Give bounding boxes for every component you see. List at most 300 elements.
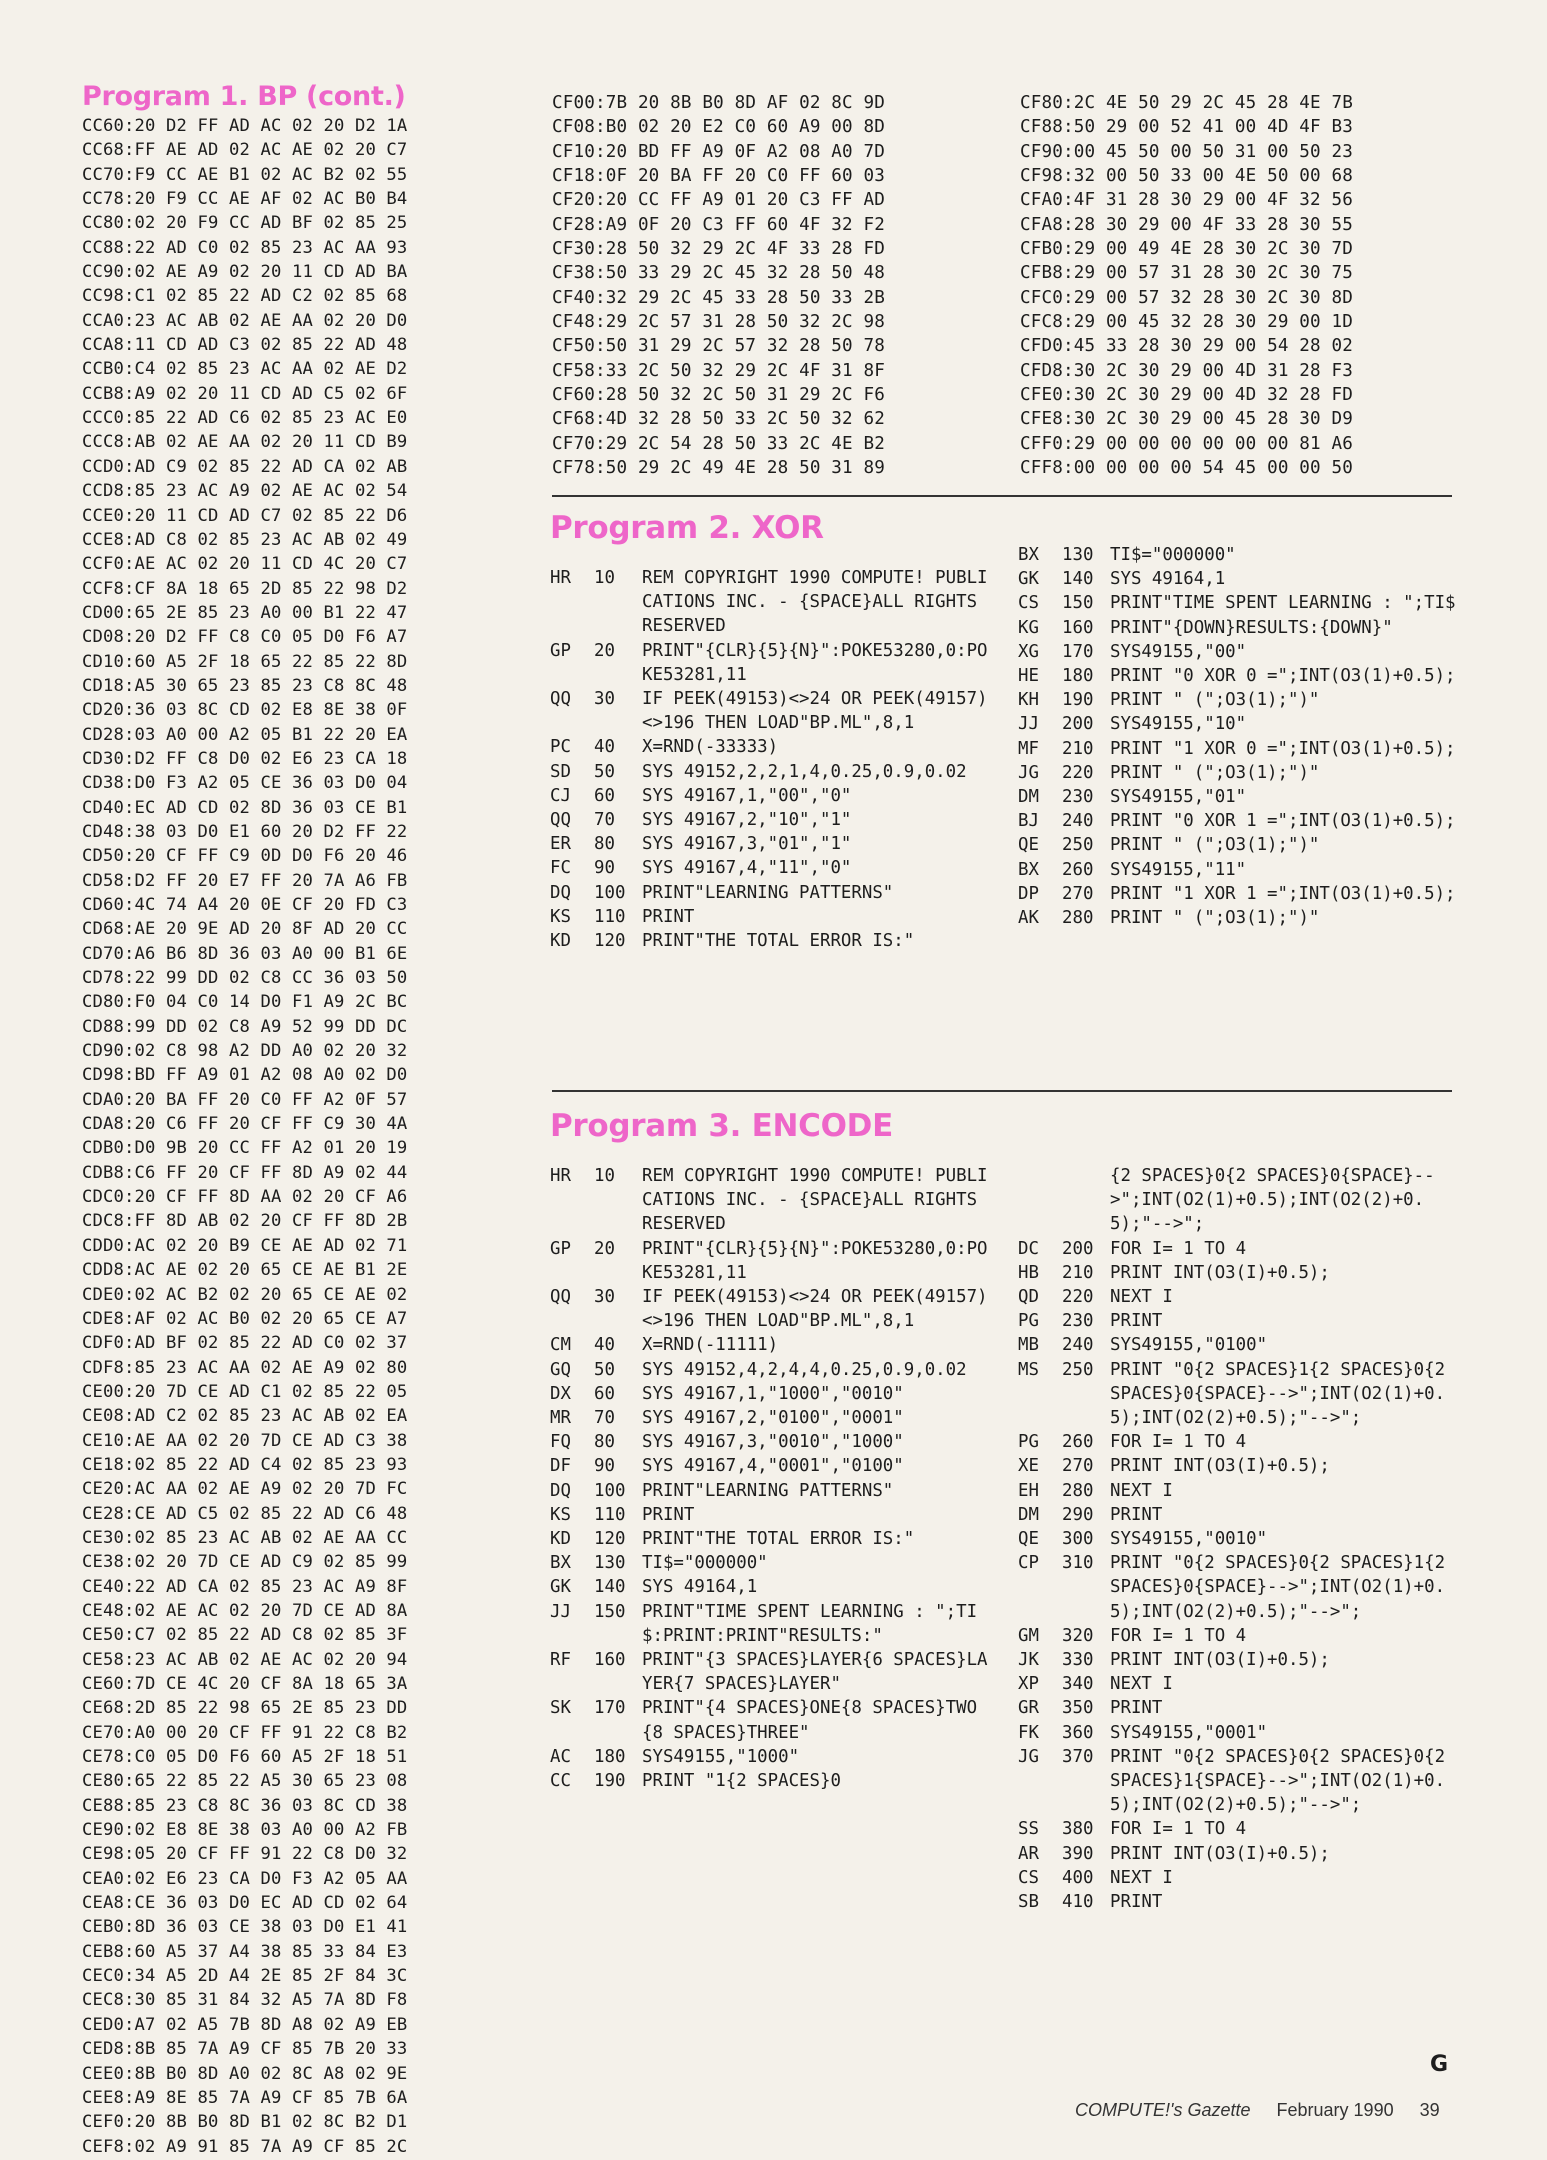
basic-statement: SYS49155,"0010" [1110, 1529, 1268, 1550]
listing-line [1018, 1164, 1458, 1237]
hex-line: CD48:38 03 D0 E1 60 20 D2 FF 22 [82, 821, 408, 842]
hex-line: CF38:50 33 29 2C 45 32 28 50 48 [552, 263, 886, 284]
program2-listing-right [1018, 543, 1458, 930]
hex-line: CEB8:60 A5 37 A4 38 85 33 84 E3 [82, 1941, 408, 1962]
basic-statement: NEXT I [1110, 1480, 1173, 1501]
hex-line: CCD8:85 23 AC A9 02 AE AC 02 54 [82, 481, 408, 502]
listing-line [1018, 761, 1458, 785]
checksum-code: GM [1018, 1625, 1039, 1646]
hex-line: CEC8:30 85 31 84 32 A5 7A 8D F8 [82, 1990, 408, 2011]
basic-statement: PRINT "1{2 SPACES}0 [642, 1771, 841, 1792]
basic-statement: NEXT I [1110, 1287, 1173, 1308]
hex-line: CDB0:D0 9B 20 CC FF A2 01 20 19 [82, 1138, 408, 1159]
checksum-code: SB [1018, 1892, 1039, 1913]
hex-line: CD60:4C 74 A4 20 0E CF 20 FD C3 [82, 895, 408, 915]
line-number: 230 [1062, 1311, 1094, 1332]
line-number: 80 [594, 834, 615, 855]
hex-line: CCB8:A9 02 20 11 CD AD C5 02 6F [82, 383, 408, 404]
hex-line: CE50:C7 02 85 22 AD C8 02 85 3F [82, 1625, 408, 1646]
basic-statement: PRINT [1110, 1311, 1163, 1332]
basic-statement: NEXT I [1110, 1867, 1173, 1888]
basic-statement: {2 SPACES}0{2 SPACES}0{SPACE}-->";INT(O2(1)+0.5);INT(O2(2)+0.5);"-->"; [1110, 1166, 1435, 1235]
checksum-code: DQ [550, 882, 571, 903]
hex-line: CD68:AE 20 9E AD 20 8F AD 20 CC [82, 919, 408, 940]
line-number: 410 [1062, 1892, 1094, 1913]
basic-statement: FOR I= 1 TO 4 [1110, 1432, 1247, 1453]
hex-line: CE78:C0 05 D0 F6 60 A5 2F 18 51 [82, 1747, 408, 1768]
checksum-code: QQ [550, 810, 571, 831]
listing-line [550, 929, 990, 953]
basic-statement: SYS 49152,4,2,4,4,0.25,0.9,0.02 [642, 1359, 967, 1380]
listing-line [550, 1648, 990, 1696]
listing-line [550, 1430, 990, 1454]
line-number: 60 [594, 785, 615, 806]
listing-line [1018, 1333, 1458, 1357]
line-number: 180 [594, 1746, 626, 1767]
checksum-code: QD [1018, 1287, 1039, 1308]
basic-statement: IF PEEK(49153)<>24 OR PEEK(49157)<>196 THEN LOAD"BP.ML",8,1 [642, 689, 988, 734]
basic-statement: PRINT"THE TOTAL ERROR IS:" [642, 1529, 915, 1550]
listing-line [1018, 664, 1458, 688]
listing-line [1018, 1624, 1458, 1648]
hex-line: CF10:20 BD FF A9 0F A2 08 A0 7D [552, 141, 886, 162]
hex-line: CF90:00 45 50 00 50 31 00 50 23 [1020, 141, 1354, 162]
listing-line [550, 566, 990, 639]
hex-line: CDA8:20 C6 FF 20 CF FF C9 30 4A [82, 1114, 408, 1135]
hex-line: CD00:65 2E 85 23 A0 00 B1 22 47 [82, 602, 408, 623]
hex-line: CCA8:11 CD AD C3 02 85 22 AD 48 [82, 335, 408, 356]
hex-line: CED0:A7 02 A5 7B 8D A8 02 A9 EB [82, 2014, 408, 2035]
checksum-code: EH [1018, 1480, 1039, 1501]
hex-line: CF78:50 29 2C 49 4E 28 50 31 89 [552, 458, 886, 479]
listing-line [550, 856, 990, 880]
hex-line: CFF8:00 00 00 00 54 45 00 00 50 [1020, 458, 1354, 479]
line-number: 20 [594, 640, 615, 661]
hex-line: CD78:22 99 DD 02 C8 CC 36 03 50 [82, 968, 408, 989]
basic-statement: PRINT "0{2 SPACES}1{2 SPACES}0{2 SPACES}0{SPACE}-->";INT(O2(1)+0.5);INT(O2(2)+0.5);"-->"; [1110, 1359, 1456, 1429]
line-number: 390 [1062, 1843, 1094, 1864]
hex-line: CF28:A9 0F 20 C3 FF 60 4F 32 F2 [552, 214, 886, 235]
checksum-code: BX [1018, 545, 1039, 565]
hex-line: CE70:A0 00 20 CF FF 91 22 C8 B2 [82, 1722, 408, 1743]
listing-line [1018, 1358, 1458, 1431]
line-number: 170 [594, 1698, 626, 1719]
listing-line [550, 1575, 990, 1599]
line-number: 30 [594, 689, 615, 710]
hex-line: CCF8:CF 8A 18 65 2D 85 22 98 D2 [82, 578, 408, 599]
line-number: 40 [594, 1335, 615, 1356]
hex-line: CD08:20 D2 FF C8 C0 05 D0 F6 A7 [82, 627, 408, 648]
hex-line: CFD8:30 2C 30 29 00 4D 31 28 F3 [1020, 360, 1354, 381]
listing-line [1018, 567, 1458, 591]
listing-line [550, 1769, 990, 1793]
checksum-code: FK [1018, 1722, 1039, 1743]
line-number: 140 [1062, 569, 1094, 590]
checksum-code: DM [1018, 1504, 1039, 1525]
basic-statement: IF PEEK(49153)<>24 OR PEEK(49157)<>196 THEN LOAD"BP.ML",8,1 [642, 1287, 988, 1332]
listing-line [1018, 1454, 1458, 1478]
basic-statement: PRINT [1110, 1892, 1163, 1913]
hex-line: CFE0:30 2C 30 29 00 4D 32 28 FD [1020, 385, 1354, 406]
hex-line: CED8:8B 85 7A A9 CF 85 7B 20 33 [82, 2039, 408, 2060]
line-number: 110 [594, 906, 626, 927]
checksum-code: DP [1018, 883, 1039, 904]
checksum-code: PG [1018, 1432, 1039, 1453]
hex-line: CFD0:45 33 28 30 29 00 54 28 02 [1020, 336, 1354, 357]
line-number: 20 [594, 1238, 615, 1259]
hex-line: CD80:F0 04 C0 14 D0 F1 A9 2C BC [82, 992, 408, 1013]
listing-line [1018, 1285, 1458, 1309]
line-number: 400 [1062, 1867, 1094, 1888]
line-number: 360 [1062, 1722, 1094, 1743]
hex-line: CFB0:29 00 49 4E 28 30 2C 30 7D [1020, 239, 1354, 260]
listing-line [1018, 1503, 1458, 1527]
hex-line: CF30:28 50 32 29 2C 4F 33 28 FD [552, 239, 886, 260]
basic-statement: TI$="000000" [642, 1553, 768, 1574]
basic-statement: FOR I= 1 TO 4 [1110, 1819, 1247, 1840]
checksum-code: DM [1018, 787, 1039, 808]
hex-line: CD18:A5 30 65 23 85 23 C8 8C 48 [82, 675, 408, 696]
listing-line [1018, 858, 1458, 882]
listing-line [1018, 1309, 1458, 1333]
checksum-code: XE [1018, 1456, 1039, 1477]
listing-line [1018, 640, 1458, 664]
checksum-code: CP [1018, 1553, 1039, 1574]
checksum-code: HB [1018, 1262, 1039, 1283]
hex-line: CC68:FF AE AD 02 AC AE 02 20 C7 [82, 140, 408, 161]
listing-line [1018, 1672, 1458, 1696]
hex-line: CEE0:8B B0 8D A0 02 8C A8 02 9E [82, 2063, 408, 2084]
hex-line: CE00:20 7D CE AD C1 02 85 22 05 [82, 1381, 408, 1402]
section-divider [552, 495, 1452, 497]
basic-statement: PRINT "0 XOR 0 =";INT(O3(1)+0.5); [1110, 666, 1456, 687]
publication-name: COMPUTE!'s Gazette [1075, 2100, 1251, 2120]
listing-line [550, 832, 990, 856]
listing-line [550, 687, 990, 735]
line-number: 340 [1062, 1674, 1094, 1695]
checksum-code: DQ [550, 1480, 571, 1501]
basic-statement: SYS 49164,1 [642, 1577, 758, 1598]
line-number: 10 [594, 568, 615, 588]
basic-statement: PRINT " (";O3(1);")" [1110, 762, 1320, 783]
line-number: 40 [594, 737, 615, 758]
hex-listing-column-3 [1020, 91, 1460, 481]
hex-line: CD70:A6 B6 8D 36 03 A0 00 B1 6E [82, 943, 408, 964]
basic-statement: PRINT"{CLR}{5}{N}":POKE53280,0:POKE53281,11 [642, 1238, 988, 1283]
hex-line: CF60:28 50 32 2C 50 31 29 2C F6 [552, 385, 886, 406]
checksum-code: QQ [550, 689, 571, 710]
hex-line: CC60:20 D2 FF AD AC 02 20 D2 1A [82, 116, 408, 136]
basic-statement: SYS 49152,2,2,1,4,0.25,0.9,0.02 [642, 761, 967, 782]
listing-line [1018, 1866, 1458, 1890]
checksum-code: MS [1018, 1359, 1039, 1380]
checksum-code: XP [1018, 1674, 1039, 1695]
hex-line: CDF0:AD BF 02 85 22 AD C0 02 37 [82, 1333, 408, 1354]
checksum-code: KS [550, 1504, 571, 1525]
listing-line [550, 808, 990, 832]
hex-line: CC78:20 F9 CC AE AF 02 AC B0 B4 [82, 189, 408, 210]
hex-line: CFC0:29 00 57 32 28 30 2C 30 8D [1020, 287, 1354, 308]
checksum-code: XG [1018, 641, 1039, 662]
hex-line: CF48:29 2C 57 31 28 50 32 2C 98 [552, 312, 886, 333]
hex-line: CF58:33 2C 50 32 29 2C 4F 31 8F [552, 360, 886, 381]
checksum-code: FQ [550, 1432, 571, 1453]
hex-line: CCF0:AE AC 02 20 11 CD 4C 20 C7 [82, 554, 408, 575]
line-number: 70 [594, 1408, 615, 1429]
hex-line: CDC8:FF 8D AB 02 20 CF FF 8D 2B [82, 1211, 408, 1232]
hex-line: CEF0:20 8B B0 8D B1 02 8C B2 D1 [82, 2112, 408, 2133]
line-number: 200 [1062, 714, 1094, 735]
basic-statement: PRINT"TIME SPENT LEARNING : ";TI$ [1110, 593, 1456, 614]
hex-line: CCE0:20 11 CD AD C7 02 85 22 D6 [82, 505, 408, 526]
hex-line: CD88:99 DD 02 C8 A9 52 99 DD DC [82, 1016, 408, 1037]
hex-line: CE90:02 E8 8E 38 03 A0 00 A2 FB [82, 1820, 408, 1841]
checksum-code: HE [1018, 666, 1039, 687]
basic-statement: PRINT INT(O3(I)+0.5); [1110, 1650, 1330, 1671]
checksum-code: JJ [550, 1601, 571, 1622]
basic-statement: PRINT "1 XOR 0 =";INT(O3(1)+0.5); [1110, 738, 1456, 759]
basic-statement: PRINT " (";O3(1);")" [1110, 690, 1320, 711]
checksum-code: CS [1018, 593, 1039, 614]
basic-statement: PRINT INT(O3(I)+0.5); [1110, 1262, 1330, 1283]
basic-statement: NEXT I [1110, 1674, 1173, 1695]
hex-line: CD50:20 CF FF C9 0D D0 F6 20 46 [82, 846, 408, 867]
checksum-code: QE [1018, 835, 1039, 856]
listing-line [1018, 1890, 1458, 1914]
checksum-code: GK [550, 1577, 571, 1598]
line-number: 120 [594, 1529, 626, 1550]
listing-line [1018, 1721, 1458, 1745]
hex-line: CD28:03 A0 00 A2 05 B1 22 20 EA [82, 724, 408, 745]
basic-statement: X=RND(-33333) [642, 737, 779, 758]
hex-line: CDF8:85 23 AC AA 02 AE A9 02 80 [82, 1357, 408, 1378]
listing-line [1018, 785, 1458, 809]
checksum-code: JK [1018, 1650, 1039, 1671]
checksum-code: RF [550, 1650, 571, 1671]
listing-line [1018, 833, 1458, 857]
line-number: 260 [1062, 859, 1094, 880]
hex-line: CD40:EC AD CD 02 8D 36 03 CE B1 [82, 797, 408, 818]
hex-line: CD10:60 A5 2F 18 65 22 85 22 8D [82, 651, 408, 672]
hex-listing-column-1 [82, 114, 522, 2159]
basic-statement: SYS 49167,3,"01","1" [642, 834, 852, 855]
line-number: 90 [594, 1456, 615, 1477]
line-number: 380 [1062, 1819, 1094, 1840]
line-number: 260 [1062, 1432, 1094, 1453]
line-number: 240 [1062, 811, 1094, 832]
listing-line [550, 1382, 990, 1406]
listing-line [1018, 906, 1458, 930]
hex-line: CC70:F9 CC AE B1 02 AC B2 02 55 [82, 164, 408, 185]
basic-statement: REM COPYRIGHT 1990 COMPUTE! PUBLICATIONS INC. - {SPACE}ALL RIGHTS RESERVED [642, 1166, 988, 1235]
hex-line: CE30:02 85 23 AC AB 02 AE AA CC [82, 1527, 408, 1548]
basic-statement: PRINT [642, 1504, 695, 1525]
program2-listing-left [550, 566, 990, 953]
listing-line [1018, 1842, 1458, 1866]
line-number: 60 [594, 1383, 615, 1404]
basic-statement: PRINT"{3 SPACES}LAYER{6 SPACES}LAYER{7 SPACES}LAYER" [642, 1650, 988, 1695]
listing-line [1018, 882, 1458, 906]
line-number: 240 [1062, 1335, 1094, 1356]
line-number: 130 [594, 1553, 626, 1574]
checksum-code: DX [550, 1383, 571, 1404]
basic-statement: PRINT "0{2 SPACES}0{2 SPACES}1{2 SPACES}0{SPACE}-->";INT(O2(1)+0.5);INT(O2(2)+0.5);"-->"; [1110, 1553, 1456, 1622]
listing-line [1018, 591, 1458, 615]
checksum-code: FC [550, 858, 571, 879]
basic-statement: SYS 49167,2,"10","1" [642, 810, 852, 831]
line-number: 50 [594, 1359, 615, 1380]
listing-line [550, 1164, 990, 1237]
hex-line: CD90:02 C8 98 A2 DD A0 02 20 32 [82, 1041, 408, 1062]
hex-line: CDA0:20 BA FF 20 C0 FF A2 0F 57 [82, 1089, 408, 1110]
basic-statement: PRINT"LEARNING PATTERNS" [642, 1480, 894, 1501]
line-number: 150 [1062, 593, 1094, 614]
page-footer [1075, 2100, 1440, 2121]
checksum-code: PC [550, 737, 571, 758]
listing-line [550, 1454, 990, 1478]
hex-line: CD30:D2 FF C8 D0 02 E6 23 CA 18 [82, 748, 408, 769]
listing-line [550, 881, 990, 905]
page-number: 39 [1419, 2100, 1440, 2120]
line-number: 310 [1062, 1553, 1094, 1574]
listing-line [550, 1600, 990, 1648]
hex-line: CDC0:20 CF FF 8D AA 02 20 CF A6 [82, 1187, 408, 1208]
hex-line: CEA0:02 E6 23 CA D0 F3 A2 05 AA [82, 1868, 408, 1889]
checksum-code: ER [550, 834, 571, 855]
line-number: 330 [1062, 1650, 1094, 1671]
checksum-code: SS [1018, 1819, 1039, 1840]
listing-line [1018, 1817, 1458, 1841]
listing-line [550, 760, 990, 784]
hex-line: CC88:22 AD C0 02 85 23 AC AA 93 [82, 237, 408, 258]
listing-line [550, 1358, 990, 1382]
hex-line: CCC8:AB 02 AE AA 02 20 11 CD B9 [82, 432, 408, 453]
checksum-code: KS [550, 906, 571, 927]
checksum-code: DC [1018, 1238, 1039, 1259]
listing-line [1018, 688, 1458, 712]
hex-line: CDE0:02 AC B2 02 20 65 CE AE 02 [82, 1284, 408, 1305]
line-number: 100 [594, 882, 626, 903]
line-number: 30 [594, 1287, 615, 1308]
hex-line: CFA8:28 30 29 00 4F 33 28 30 55 [1020, 214, 1354, 235]
basic-statement: SYS 49167,4,"11","0" [642, 858, 852, 879]
checksum-code: KG [1018, 617, 1039, 638]
hex-line: CF80:2C 4E 50 29 2C 45 28 4E 7B [1020, 93, 1354, 113]
checksum-code: GK [1018, 569, 1039, 590]
listing-line [550, 1745, 990, 1769]
basic-statement: PRINT " (";O3(1);")" [1110, 908, 1320, 929]
hex-line: CE60:7D CE 4C 20 CF 8A 18 65 3A [82, 1674, 408, 1694]
hex-line: CF08:B0 02 20 E2 C0 60 A9 00 8D [552, 117, 886, 138]
basic-statement: SYS 49167,1,"00","0" [642, 785, 852, 806]
checksum-code: HR [550, 568, 571, 588]
listing-line [550, 1551, 990, 1575]
basic-statement: SYS49155,"0100" [1110, 1335, 1268, 1356]
basic-statement: PRINT [1110, 1504, 1163, 1525]
line-number: 210 [1062, 1262, 1094, 1283]
basic-statement: PRINT"{CLR}{5}{N}":POKE53280,0:POKE53281,11 [642, 640, 988, 685]
listing-line [550, 1406, 990, 1430]
listing-line [1018, 616, 1458, 640]
checksum-code: AK [1018, 908, 1039, 929]
basic-statement: PRINT INT(O3(I)+0.5); [1110, 1456, 1330, 1477]
listing-line [1018, 1430, 1458, 1454]
hex-line: CF18:0F 20 BA FF 20 C0 FF 60 03 [552, 166, 886, 187]
listing-line [1018, 1745, 1458, 1818]
basic-statement: X=RND(-11111) [642, 1335, 779, 1356]
checksum-code: MF [1018, 738, 1039, 759]
line-number: 10 [594, 1166, 615, 1186]
hex-line: CDD0:AC 02 20 B9 CE AE AD 02 71 [82, 1235, 408, 1256]
line-number: 320 [1062, 1625, 1094, 1646]
checksum-code: SK [550, 1698, 571, 1719]
line-number: 220 [1062, 762, 1094, 783]
basic-statement: PRINT " (";O3(1);")" [1110, 835, 1320, 856]
listing-line [1018, 1551, 1458, 1624]
hex-line: CD98:BD FF A9 01 A2 08 A0 02 D0 [82, 1065, 408, 1086]
line-number: 50 [594, 761, 615, 782]
hex-line: CCB0:C4 02 85 23 AC AA 02 AE D2 [82, 359, 408, 380]
line-number: 190 [594, 1771, 626, 1792]
line-number: 250 [1062, 1359, 1094, 1380]
basic-statement: PRINT [642, 906, 695, 927]
line-number: 150 [594, 1601, 626, 1622]
hex-line: CEE8:A9 8E 85 7A A9 CF 85 7B 6A [82, 2087, 408, 2108]
line-number: 290 [1062, 1504, 1094, 1525]
hex-line: CD20:36 03 8C CD 02 E8 8E 38 0F [82, 700, 408, 721]
listing-line [1018, 1479, 1458, 1503]
basic-statement: PRINT "0 XOR 1 =";INT(O3(1)+0.5); [1110, 811, 1456, 832]
basic-statement: FOR I= 1 TO 4 [1110, 1625, 1247, 1646]
listing-line [550, 1333, 990, 1357]
line-number: 200 [1062, 1238, 1094, 1259]
program3-listing-right [1018, 1164, 1458, 1914]
line-number: 270 [1062, 883, 1094, 904]
line-number: 280 [1062, 1480, 1094, 1501]
line-number: 230 [1062, 787, 1094, 808]
section-divider [552, 1090, 1452, 1092]
hex-line: CEC0:34 A5 2D A4 2E 85 2F 84 3C [82, 1966, 408, 1987]
basic-statement: SYS49155,"01" [1110, 787, 1247, 808]
checksum-code: GP [550, 640, 571, 661]
hex-line: CCD0:AD C9 02 85 22 AD CA 02 AB [82, 456, 408, 477]
listing-line [550, 784, 990, 808]
hex-line: CE28:CE AD C5 02 85 22 AD C6 48 [82, 1503, 408, 1524]
hex-line: CF70:29 2C 54 28 50 33 2C 4E B2 [552, 433, 886, 454]
checksum-code: JG [1018, 1746, 1039, 1767]
basic-statement: TI$="000000" [1110, 545, 1236, 565]
program2-heading: Program 2. XOR [550, 510, 824, 546]
listing-line [1018, 712, 1458, 736]
hex-line: CDD8:AC AE 02 20 65 CE AE B1 2E [82, 1260, 408, 1281]
listing-line [550, 1237, 990, 1285]
checksum-code: GP [550, 1238, 571, 1259]
checksum-code: HR [550, 1166, 571, 1186]
listing-line [1018, 809, 1458, 833]
basic-statement: PRINT "1 XOR 1 =";INT(O3(1)+0.5); [1110, 883, 1456, 904]
hex-line: CFB8:29 00 57 31 28 30 2C 30 75 [1020, 263, 1354, 284]
checksum-code: KH [1018, 690, 1039, 711]
checksum-code: CC [550, 1771, 571, 1792]
checksum-code: BJ [1018, 811, 1039, 832]
hex-line: CF20:20 CC FF A9 01 20 C3 FF AD [552, 190, 886, 211]
line-number: 130 [1062, 545, 1094, 565]
hex-line: CC90:02 AE A9 02 20 11 CD AD BA [82, 262, 408, 283]
listing-line [1018, 543, 1458, 567]
listing-line [550, 1696, 990, 1744]
listing-line [1018, 1237, 1458, 1261]
hex-line: CE68:2D 85 22 98 65 2E 85 23 DD [82, 1698, 408, 1719]
